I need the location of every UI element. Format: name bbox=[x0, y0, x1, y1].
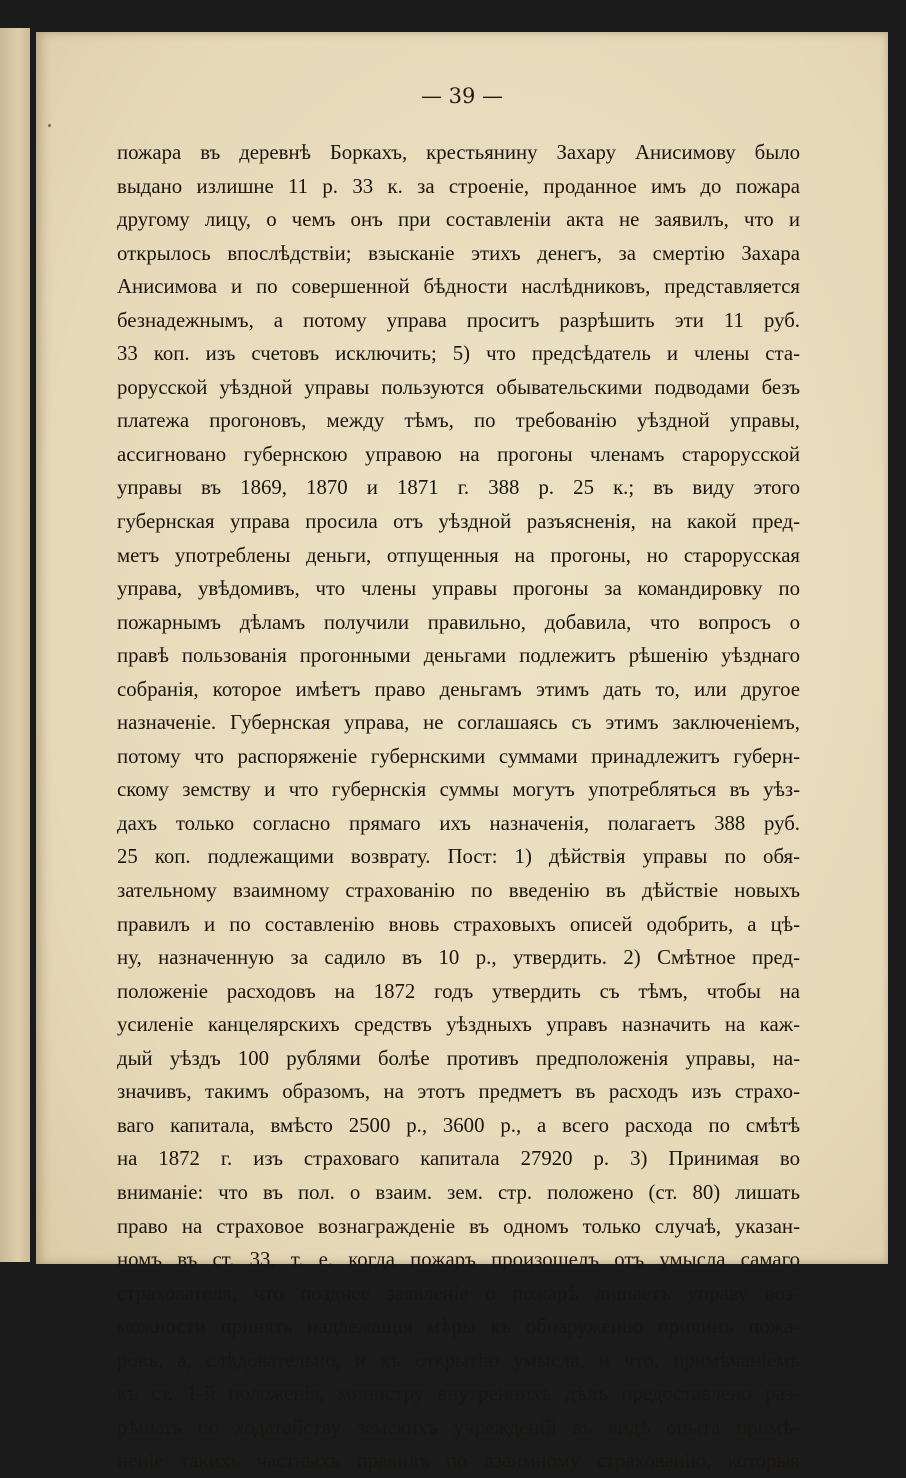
text-line: можности принять надлежащія мѣры къ обнаруженію причинъ пожа- bbox=[117, 1315, 800, 1339]
text-line: открылось впослѣдствіи; взысканіе этихъ денегъ, за смертію Захара bbox=[117, 241, 800, 265]
text-line: метъ употреблены деньги, отпущенныя на прогоны, но старорусская bbox=[117, 543, 800, 567]
text-line: платежа прогоновъ, между тѣмъ, по требованію уѣздной управы, bbox=[117, 409, 800, 433]
text-line: на 1872 г. изъ страховаго капитала 27920 р. 3) Принимая во bbox=[117, 1147, 800, 1171]
text-line: правилъ и по составленію вновь страховыхъ описей одобрить, а цѣ- bbox=[117, 912, 800, 936]
text-line: выдано излишне 11 р. 33 к. за строеніе, проданное имъ до пожара bbox=[117, 174, 800, 198]
text-line: ассигновано губернскою управою на прогоны членамъ старорусской bbox=[117, 442, 800, 466]
page-number: — 39 — bbox=[420, 84, 504, 108]
text-line: рѣшать по ходатайству земскихъ учрежденій въ видѣ опыта примѣ- bbox=[117, 1415, 800, 1439]
text-line: управа, увѣдомивъ, что члены управы прогоны за командировку по bbox=[117, 577, 800, 601]
text-line: другому лицу, о чемъ онъ при составленіи акта не заявилъ, что и bbox=[117, 208, 800, 232]
text-line: положеніе расходовъ на 1872 годъ утвердить съ тѣмъ, чтобы на bbox=[117, 979, 800, 1003]
text-line: значивъ, такимъ образомъ, на этотъ предметъ въ расходъ изъ страхо- bbox=[117, 1080, 800, 1104]
text-line: ваго капитала, вмѣсто 2500 р., 3600 р., а всего расхода по смѣтѣ bbox=[117, 1113, 800, 1137]
text-line: страхователя; что позднее заявленіе о пожарѣ лишаетъ управу воз- bbox=[117, 1281, 800, 1305]
text-line: 25 коп. подлежащими возврату. Пост: 1) дѣйствія управы по обя- bbox=[117, 845, 800, 869]
text-line: управы въ 1869, 1870 и 1871 г. 388 р. 25 к.; въ виду этого bbox=[117, 476, 800, 500]
text-line: номъ въ ст. 33, т. е. когда пожаръ произошелъ отъ умысла самаго bbox=[117, 1248, 800, 1272]
previous-page-edge bbox=[0, 28, 30, 1262]
text-line: вниманіе: что въ пол. о взаим. зем. стр. положено (ст. 80) лишать bbox=[117, 1180, 800, 1204]
paper-speck bbox=[48, 124, 51, 127]
text-line: пожарнымъ дѣламъ получили правильно, добавила, что вопросъ о bbox=[117, 610, 800, 634]
text-line: неніе такихъ частныхъ правилъ по взаимному страхованію, которыя bbox=[117, 1449, 800, 1473]
text-line: назначеніе. Губернская управа, не соглашаясь съ этимъ заключеніемъ, bbox=[117, 711, 800, 735]
text-line: потому что распоряженіе губернскими суммами принадлежитъ губерн- bbox=[117, 744, 800, 768]
text-line: Анисимова и по совершенной бѣдности наслѣдниковъ, представляется bbox=[117, 275, 800, 299]
text-line: зательному взаимному страхованію по введенію въ дѣйствіе новыхъ bbox=[117, 879, 800, 903]
text-line: 33 коп. изъ счетовъ исключить; 5) что предсѣдатель и члены ста- bbox=[117, 342, 800, 366]
text-line: собранія, которое имѣетъ право деньгамъ этимъ дать то, или другое bbox=[117, 677, 800, 701]
page-sheet bbox=[36, 32, 888, 1473]
text-line: рорусской уѣздной управы пользуются обывательскими подводами безъ bbox=[117, 375, 800, 399]
text-line: правѣ пользованія прогонными деньгами подлежитъ рѣшенію уѣзднаго bbox=[117, 644, 800, 668]
text-line: право на страховое вознагражденіе въ одномъ только случаѣ, указан- bbox=[117, 1214, 800, 1238]
text-line: безнадежнымъ, а потому управа проситъ разрѣшить эти 11 руб. bbox=[117, 308, 800, 332]
text-line: пожара въ деревнѣ Боркахъ, крестьянину Захару Анисимову было bbox=[117, 141, 800, 164]
text-line: губернская управа просила отъ уѣздной разъясненія, на какой пред- bbox=[117, 510, 800, 534]
text-line: къ ст. 1-й положенія, министру внутреннихъ дѣлъ предоставлено раз- bbox=[117, 1382, 800, 1406]
text-line: ну, назначенную за садило въ 10 р., утвердить. 2) Смѣтное пред- bbox=[117, 946, 800, 970]
body-text bbox=[117, 136, 800, 1478]
text-line: ровъ, а, слѣдовательно, и къ открытію умысла, и что, примѣчаніемъ bbox=[117, 1348, 800, 1372]
text-line: дахъ только согласно прямаго ихъ назначенія, полагаетъ 388 руб. bbox=[117, 811, 800, 835]
text-line: дый уѣздъ 100 рублями болѣе противъ предположенія управы, на- bbox=[117, 1046, 800, 1070]
text-line: скому земству и что губернскія суммы могутъ употребляться въ уѣз- bbox=[117, 778, 800, 802]
text-line: усиленіе канцелярскихъ средствъ уѣздныхъ управъ назначить на каж- bbox=[117, 1013, 800, 1037]
